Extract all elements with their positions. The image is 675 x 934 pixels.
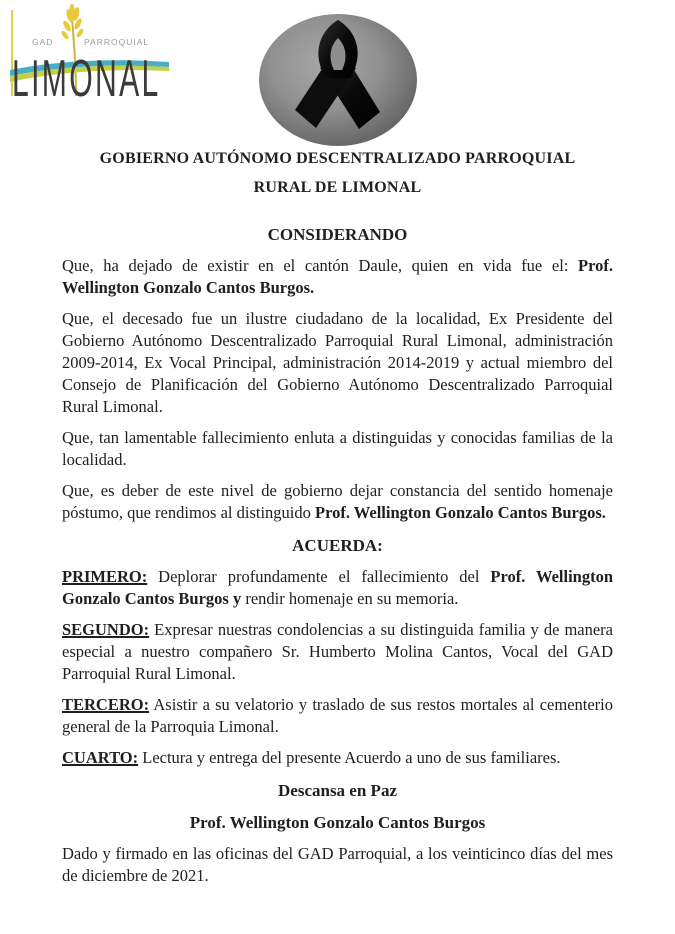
text-run: Que, tan lamentable fallecimiento enluta a distinguidas y conocidas familias de la localidad.	[62, 428, 613, 469]
text-run: Prof. Wellington Gonzalo Cantos Burgos	[189, 813, 486, 832]
paragraph	[62, 308, 613, 418]
paragraph	[62, 619, 613, 685]
text-run: ACUERDA:	[292, 536, 383, 555]
section-heading	[62, 536, 613, 556]
text-run: Que, el decesado fue un ilustre ciudadano de la localidad, Ex Presidente del Gobierno Autónomo Descentralizado Parroquial Rural Limonal, administración 2009-2014, Ex Vocal Principal, administración 2014-2019 y actual miembro del Consejo de Planificación del Gobierno Autónomo Descentralizado Parroquial Rural Limonal.	[62, 309, 613, 416]
paragraph	[62, 747, 613, 769]
text-run: Que, es deber de este nivel de gobierno dejar constancia del sentido homenaje póstumo, que rendimos al distinguido	[62, 481, 613, 522]
text-run: rendir homenaje en su memoria.	[241, 589, 459, 608]
mourning-ribbon-container	[0, 12, 675, 148]
text-run: Descansa en Paz	[278, 781, 397, 800]
paragraph	[62, 255, 613, 299]
section-heading	[62, 781, 613, 801]
section-heading	[62, 225, 613, 245]
text-run: CUARTO:	[62, 748, 139, 767]
paragraph	[62, 566, 613, 610]
text-run: Asistir a su velatorio y traslado de sus restos mortales al cementerio general de la Parroquia Limonal.	[62, 695, 613, 736]
paragraph	[62, 480, 613, 524]
text-run: CONSIDERANDO	[267, 225, 408, 244]
text-run: Prof. Wellington Gonzalo Cantos Burgos.	[62, 256, 613, 297]
document-title-line1: GOBIERNO AUTÓNOMO DESCENTRALIZADO PARROQUIAL	[99, 150, 576, 167]
paragraph	[62, 843, 613, 887]
text-run: SEGUNDO:	[62, 620, 150, 639]
text-run: Que, ha dejado de existir en el cantón Daule, quien en vida fue el:	[62, 256, 579, 275]
section-heading	[62, 813, 613, 833]
document-title-line2: RURAL DE LIMONAL	[253, 179, 422, 196]
logo-parroquial-label: PARROQUIAL	[84, 37, 150, 47]
document-body	[0, 225, 675, 887]
document-title-block	[0, 150, 675, 197]
text-run: PRIMERO:	[62, 567, 148, 586]
text-run: Lectura y entrega del presente Acuerdo a uno de sus familiares.	[138, 748, 561, 767]
text-run: TERCERO:	[62, 695, 150, 714]
text-run: Expresar nuestras condolencias a su distinguida familia y de manera especial a nuestro compañero Sr. Humberto Molina Cantos, Vocal del GAD Parroquial Rural Limonal.	[62, 620, 613, 683]
text-run: Dado y firmado en las oficinas del GAD Parroquial, a los veinticinco días del mes de diciembre de 2021.	[62, 844, 613, 885]
text-run: Deplorar profundamente el fallecimiento del	[147, 567, 491, 586]
text-run: Prof. Wellington Gonzalo Cantos Burgos.	[315, 503, 606, 522]
paragraph	[62, 427, 613, 471]
logo-gad-label: GAD	[32, 37, 54, 47]
document-header	[0, 0, 675, 148]
paragraph	[62, 694, 613, 738]
text-run: Prof. Wellington Gonzalo Cantos Burgos y	[62, 567, 613, 608]
mourning-ribbon-icon	[258, 12, 418, 148]
svg-text:LIMONAL: LIMONAL	[12, 50, 161, 109]
